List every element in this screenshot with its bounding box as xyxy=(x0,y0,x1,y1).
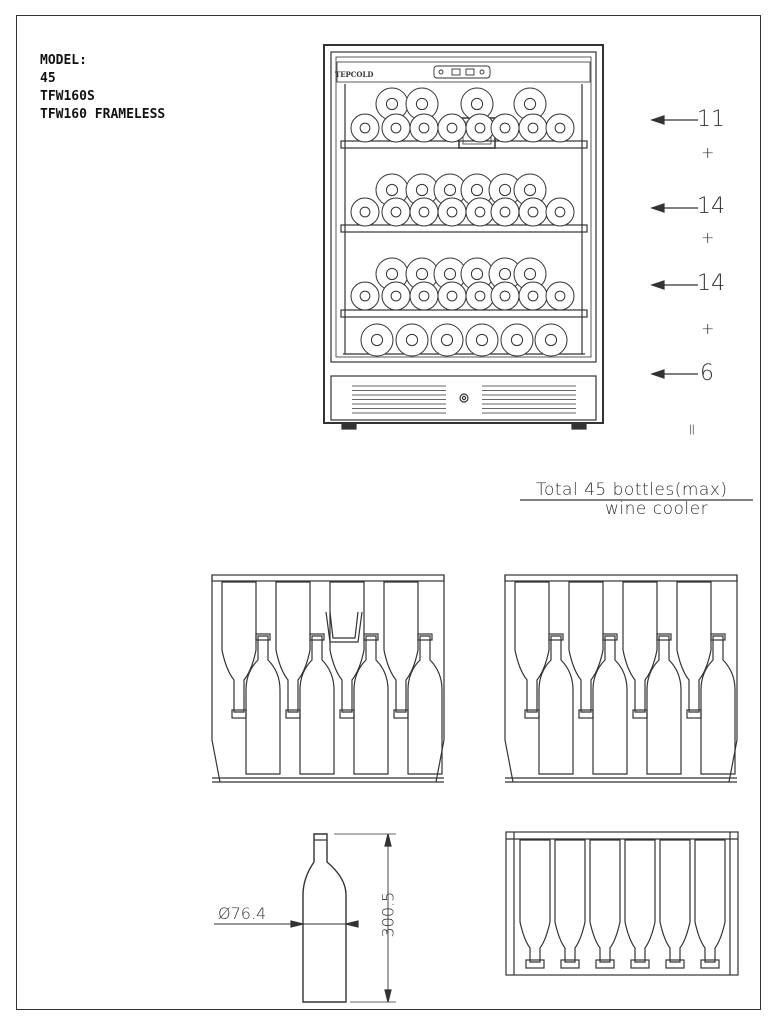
bottle-end xyxy=(501,324,533,356)
top-view-bottle xyxy=(660,840,690,962)
bottle-end xyxy=(410,282,438,310)
plus-1: + xyxy=(701,143,715,162)
bottle-end xyxy=(546,114,574,142)
top-view-bottle xyxy=(625,840,655,962)
bottle-end xyxy=(546,198,574,226)
bottle-end xyxy=(382,114,410,142)
bottle-end xyxy=(431,324,463,356)
bottle-end xyxy=(361,324,393,356)
bottle-height-label: 300.5 xyxy=(378,891,398,938)
top-view-bottle xyxy=(590,840,620,962)
shelf-side-view-left xyxy=(212,575,444,782)
top-view-bottle xyxy=(695,840,725,962)
lock-icon xyxy=(460,394,468,402)
shelf-top-view xyxy=(506,832,738,975)
plus-3: + xyxy=(701,319,715,338)
rack-bottle-inverted xyxy=(569,582,603,712)
bottle-end xyxy=(382,282,410,310)
bottle-end xyxy=(546,282,574,310)
bottle-end xyxy=(535,324,567,356)
control-panel-icons xyxy=(434,66,490,78)
cooler-front-view xyxy=(324,45,603,429)
model-name-s: TFW160S xyxy=(40,89,95,104)
rack-bottle-upright xyxy=(647,636,681,774)
bottle-end xyxy=(396,324,428,356)
shelf-side-view-right xyxy=(505,575,737,782)
bottle-end xyxy=(410,114,438,142)
shelf-count-3: 14 xyxy=(697,271,725,296)
count-arrows xyxy=(652,116,698,378)
bottle-end xyxy=(466,282,494,310)
bottle-end xyxy=(491,198,519,226)
product-type: wine cooler xyxy=(605,499,709,519)
rack-bottle-upright xyxy=(354,636,388,774)
bottle-end xyxy=(410,198,438,226)
rack-bottle-upright xyxy=(593,636,627,774)
bottle-end xyxy=(519,282,547,310)
vent-grille-right xyxy=(482,386,576,413)
bottle-end xyxy=(438,198,466,226)
model-capacity: 45 xyxy=(40,71,56,86)
plus-2: + xyxy=(701,228,715,247)
bottle-diameter-label: Ø76.4 xyxy=(218,904,267,923)
bottle-end xyxy=(519,114,547,142)
shelf-count-1: 11 xyxy=(697,107,725,132)
bottle-end xyxy=(519,198,547,226)
bottle-end xyxy=(351,114,379,142)
rack-bottle-upright xyxy=(701,636,735,774)
rack-bottle-upright xyxy=(539,636,573,774)
bottle-end xyxy=(491,282,519,310)
top-view-bottle xyxy=(520,840,550,962)
shelf-count-2: 14 xyxy=(697,194,725,219)
total-capacity: Total 45 bottles(max) xyxy=(536,480,728,500)
model-name-frameless: TFW160 FRAMELESS xyxy=(40,107,166,122)
rack-bottle-inverted xyxy=(384,582,418,712)
rack-bottle-upright xyxy=(408,636,442,774)
rack-bottle-inverted xyxy=(623,582,657,712)
shelf-count-4: 6 xyxy=(700,361,714,386)
rack-bottle-upright xyxy=(246,636,280,774)
rack-bottle-inverted xyxy=(677,582,711,712)
rack-bottle-inverted xyxy=(515,582,549,712)
bottle-end xyxy=(382,198,410,226)
rack-bottle-inverted xyxy=(330,582,364,712)
equals-sign: = xyxy=(683,422,703,437)
bottle-end xyxy=(351,198,379,226)
bottle-end xyxy=(438,282,466,310)
bottle-end xyxy=(466,114,494,142)
bottle-end xyxy=(491,114,519,142)
bottle-end xyxy=(466,198,494,226)
top-view-bottle xyxy=(555,840,585,962)
bottle-end xyxy=(466,324,498,356)
rack-bottle-inverted xyxy=(276,582,310,712)
model-heading: MODEL: xyxy=(40,53,87,68)
rack-bottle-inverted xyxy=(222,582,256,712)
bottle-end xyxy=(438,114,466,142)
brand-logo: TEPCOLD xyxy=(335,70,374,79)
bottle-end xyxy=(351,282,379,310)
rack-bottle-upright xyxy=(300,636,334,774)
vent-grille-left xyxy=(352,386,446,413)
